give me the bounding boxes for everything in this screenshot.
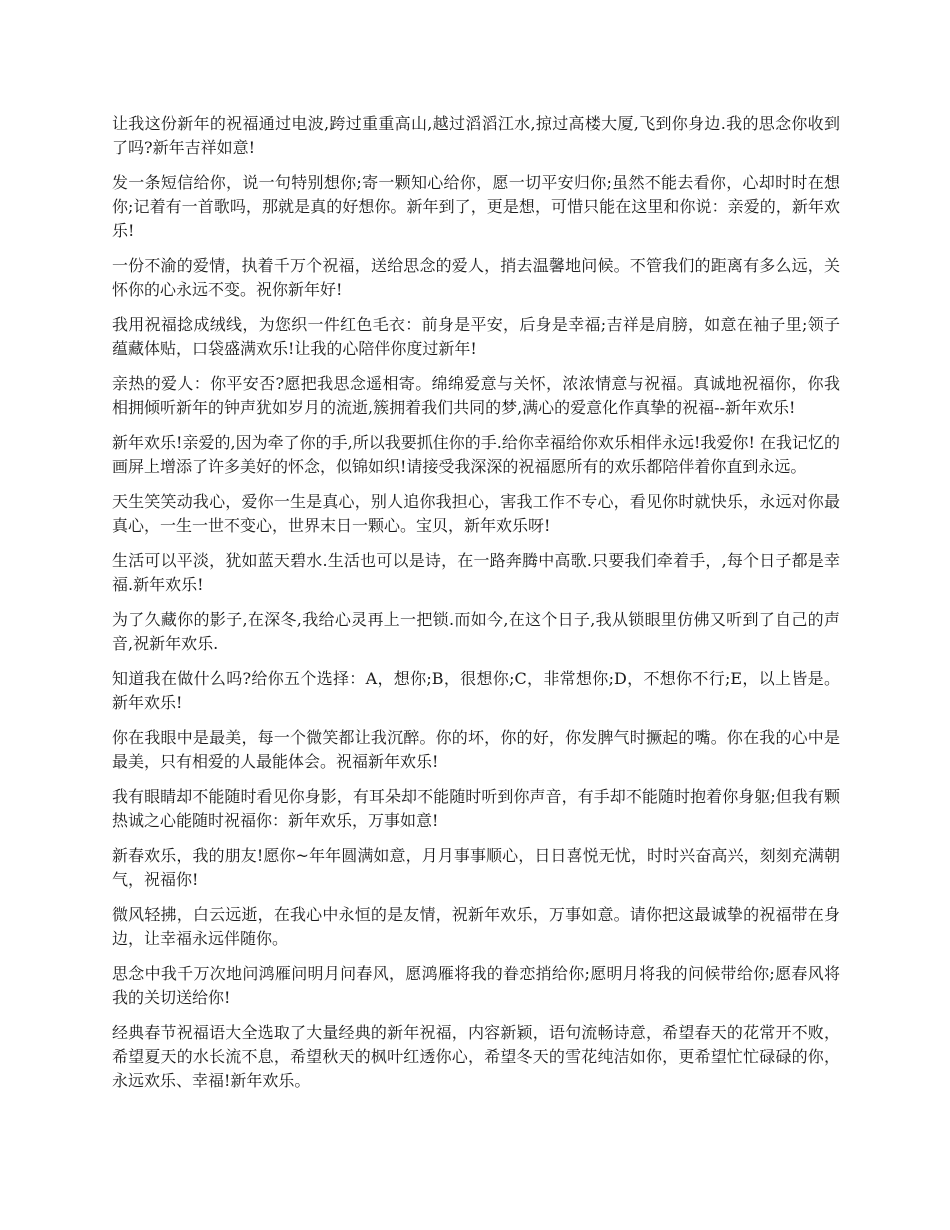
paragraph: 知道我在做什么吗?给你五个选择：A，想你;B，很想你;C，非常想你;D，不想你不行;E，以上皆是。新年欢乐! bbox=[112, 669, 840, 712]
paragraph: 经典春节祝福语大全选取了大量经典的新年祝福，内容新颖，语句流畅诗意，希望春天的花常开不败，希望夏天的水长流不息，希望秋天的枫叶红透你心，希望冬天的雪花纯洁如你，更希望忙忙碌碌的你，永远欢乐、幸福!新年欢乐。 bbox=[112, 1023, 840, 1090]
paragraph: 我用祝福捻成绒线，为您织一件红色毛衣：前身是平安，后身是幸福;吉祥是肩膀，如意在袖子里;领子蕴藏体贴，口袋盛满欢乐!让我的心陪伴你度过新年! bbox=[112, 315, 840, 358]
paragraph: 为了久藏你的影子,在深冬,我给心灵再上一把锁.而如今,在这个日子,我从锁眼里仿佛又听到了自己的声音,祝新年欢乐. bbox=[112, 610, 840, 653]
paragraph: 让我这份新年的祝福通过电波,跨过重重高山,越过滔滔江水,掠过高楼大厦,飞到你身边.我的思念你收到了吗?新年吉祥如意! bbox=[112, 114, 840, 157]
paragraph: 亲热的爱人：你平安否?愿把我思念遥相寄。绵绵爱意与关怀，浓浓情意与祝福。真诚地祝福你，你我相拥倾听新年的钟声犹如岁月的流逝,簇拥着我们共同的梦,满心的爱意化作真挚的祝福--新年欢乐! bbox=[112, 374, 840, 417]
paragraph: 生活可以平淡，犹如蓝天碧水.生活也可以是诗，在一路奔腾中高歌.只要我们牵着手，,每个日子都是幸福.新年欢乐! bbox=[112, 551, 840, 594]
paragraph: 思念中我千万次地问鸿雁问明月问春风，愿鸿雁将我的眷恋捎给你;愿明月将我的问候带给你;愿春风将我的关切送给你! bbox=[112, 964, 840, 1007]
paragraph: 一份不渝的爱情，执着千万个祝福，送给思念的爱人，捎去温馨地问候。不管我们的距离有多么远，关怀你的心永远不变。祝你新年好! bbox=[112, 256, 840, 299]
paragraph: 我有眼睛却不能随时看见你身影，有耳朵却不能随时听到你声音，有手却不能随时抱着你身躯;但我有颗热诚之心能随时祝福你：新年欢乐，万事如意! bbox=[112, 787, 840, 830]
paragraph: 微风轻拂，白云远逝，在我心中永恒的是友情，祝新年欢乐，万事如意。请你把这最诚挚的祝福带在身边，让幸福永远伴随你。 bbox=[112, 905, 840, 948]
paragraph: 天生笑笑动我心，爱你一生是真心，别人追你我担心，害我工作不专心，看见你时就快乐，永远对你最真心，一生一世不变心，世界末日一颗心。宝贝，新年欢乐呀! bbox=[112, 492, 840, 535]
paragraph: 发一条短信给你，说一句特别想你;寄一颗知心给你，愿一切平安归你;虽然不能去看你，心却时时在想你;记着有一首歌吗，那就是真的好想你。新年到了，更是想，可惜只能在这里和你说：亲爱的，新年欢乐! bbox=[112, 173, 840, 240]
document-body bbox=[112, 112, 840, 1104]
paragraph: 你在我眼中是最美，每一个微笑都让我沉醉。你的坏，你的好，你发脾气时撅起的嘴。你在我的心中是最美，只有相爱的人最能体会。祝福新年欢乐! bbox=[112, 728, 840, 771]
paragraph: 新年欢乐!亲爱的,因为牵了你的手,所以我要抓住你的手.给你幸福给你欢乐相伴永远!我爱你! 在我记忆的画屏上增添了许多美好的怀念，似锦如织!请接受我深深的祝福愿所有的欢乐都陪伴着你直到永远。 bbox=[112, 433, 840, 476]
paragraph: 新春欢乐，我的朋友!愿你~年年圆满如意，月月事事顺心，日日喜悦无忧，时时兴奋高兴，刻刻充满朝气，祝福你! bbox=[112, 846, 840, 889]
